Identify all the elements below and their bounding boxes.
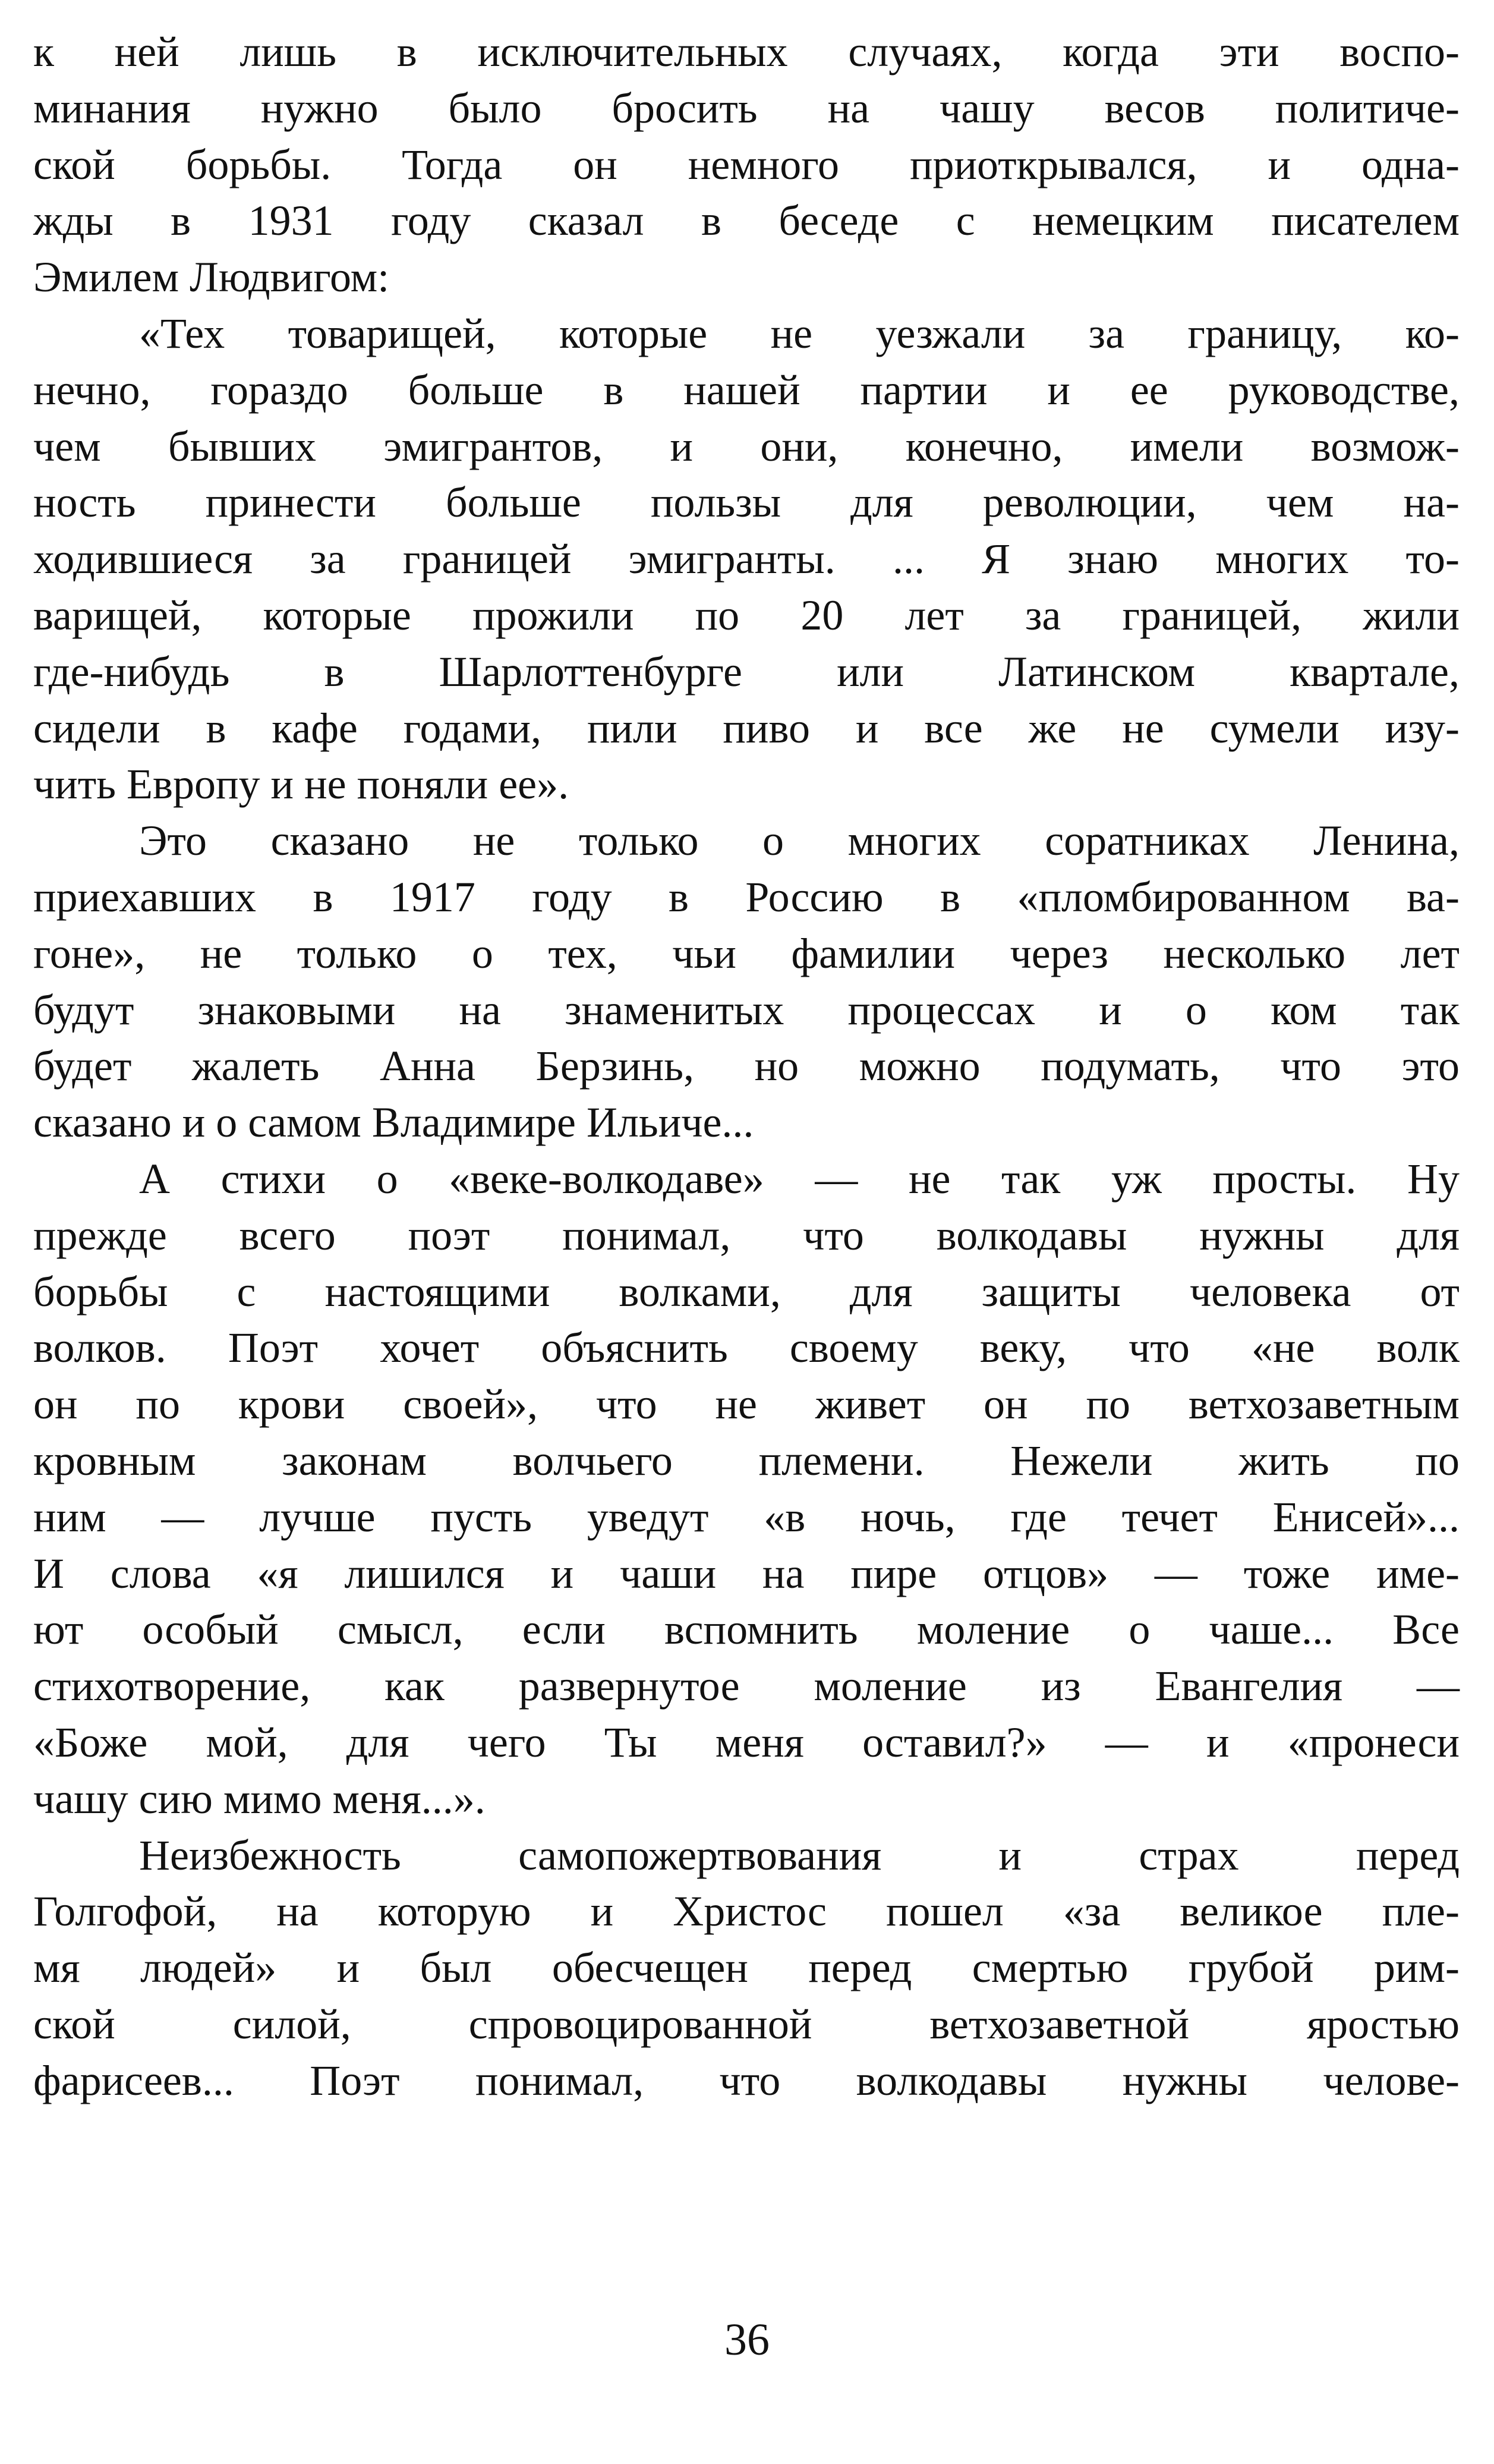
text-line: Это сказано не только о многих соратниках Ленина, [139,817,1460,865]
text-line: А стихи о «веке-волкодаве» — не так уж просты. Ну [139,1154,1460,1203]
text-line: он по крови своей», что не живет он по ветхозаветным [33,1380,1460,1428]
text-line: И слова «я лишился и чаши на пире отцов» — тоже име- [33,1549,1460,1597]
text-line: стихотворение, как развернутое моление из Евангелия — [33,1662,1460,1710]
text-line: сидели в кафе годами, пили пиво и все же не сумели изу- [33,704,1460,752]
text-line: приехавших в 1917 году в Россию в «пломбированном ва- [33,873,1460,921]
text-line: фарисеев... Поэт понимал, что волкодавы нужны челове- [33,2056,1460,2104]
text-line: чем бывших эмигрантов, и они, конечно, имели возмож- [33,422,1460,470]
text-line: ность принести больше пользы для революции, чем на- [33,479,1460,527]
page-number: 36 [724,2315,770,2365]
text-line: жды в 1931 году сказал в беседе с немецким писателем [33,197,1460,245]
text-line: нечно, гораздо больше в нашей партии и ее руководстве, [33,366,1460,414]
text-line: ской силой, спровоцированной ветхозаветной яростью [33,2000,1460,2048]
text-line: ним — лучше пусть уведут «в ночь, где течет Енисей»... [33,1493,1460,1541]
text-line: кровным законам волчьего племени. Нежели жить по [33,1436,1460,1484]
text-line: прежде всего поэт понимал, что волкодавы нужны для [33,1211,1460,1259]
text-line: сказано и о самом Владимире Ильиче... [33,1099,754,1147]
text-line: Неизбежность самопожертвования и страх перед [139,1831,1460,1879]
text-line: будет жалеть Анна Берзинь, но можно подумать, что это [33,1042,1460,1090]
text-line: чить Европу и не поняли ее». [33,760,569,808]
text-line: ходившиеся за границей эмигранты. ... Я знаю многих то- [33,535,1460,583]
text-line: мя людей» и был обесчещен перед смертью грубой рим- [33,1944,1460,1992]
text-line: к ней лишь в исключительных случаях, когда эти воспо- [33,28,1460,75]
text-line: «Боже мой, для чего Ты меня оставил?» — и «пронеси [33,1718,1460,1766]
text-line: варищей, которые прожили по 20 лет за границей, жили [33,591,1460,639]
text-line: ской борьбы. Тогда он немного приоткрывался, и одна- [33,140,1460,188]
text-line: гоне», не только о тех, чьи фамилии через несколько лет [33,929,1460,977]
text-line: будут знаковыми на знаменитых процессах и о ком так [33,986,1460,1034]
text-line: ют особый смысл, если вспомнить моление о чаше... Все [33,1606,1460,1654]
text-line: чашу сию мимо меня...». [33,1774,486,1823]
text-line: Голгофой, на которую и Христос пошел «за великое пле- [33,1887,1460,1936]
text-line: минания нужно было бросить на чашу весов политиче- [33,84,1460,132]
text-line: Эмилем Людвигом: [33,253,390,301]
text-line: «Тех товарищей, которые не уезжали за границу, ко- [139,309,1460,357]
text-line: волков. Поэт хочет объяснить своему веку, что «не волк [33,1324,1460,1372]
text-line: где-нибудь в Шарлоттенбурге или Латинском квартале, [33,647,1460,696]
text-line: борьбы с настоящими волками, для защиты человека от [33,1267,1460,1316]
body-text [33,24,1460,2109]
